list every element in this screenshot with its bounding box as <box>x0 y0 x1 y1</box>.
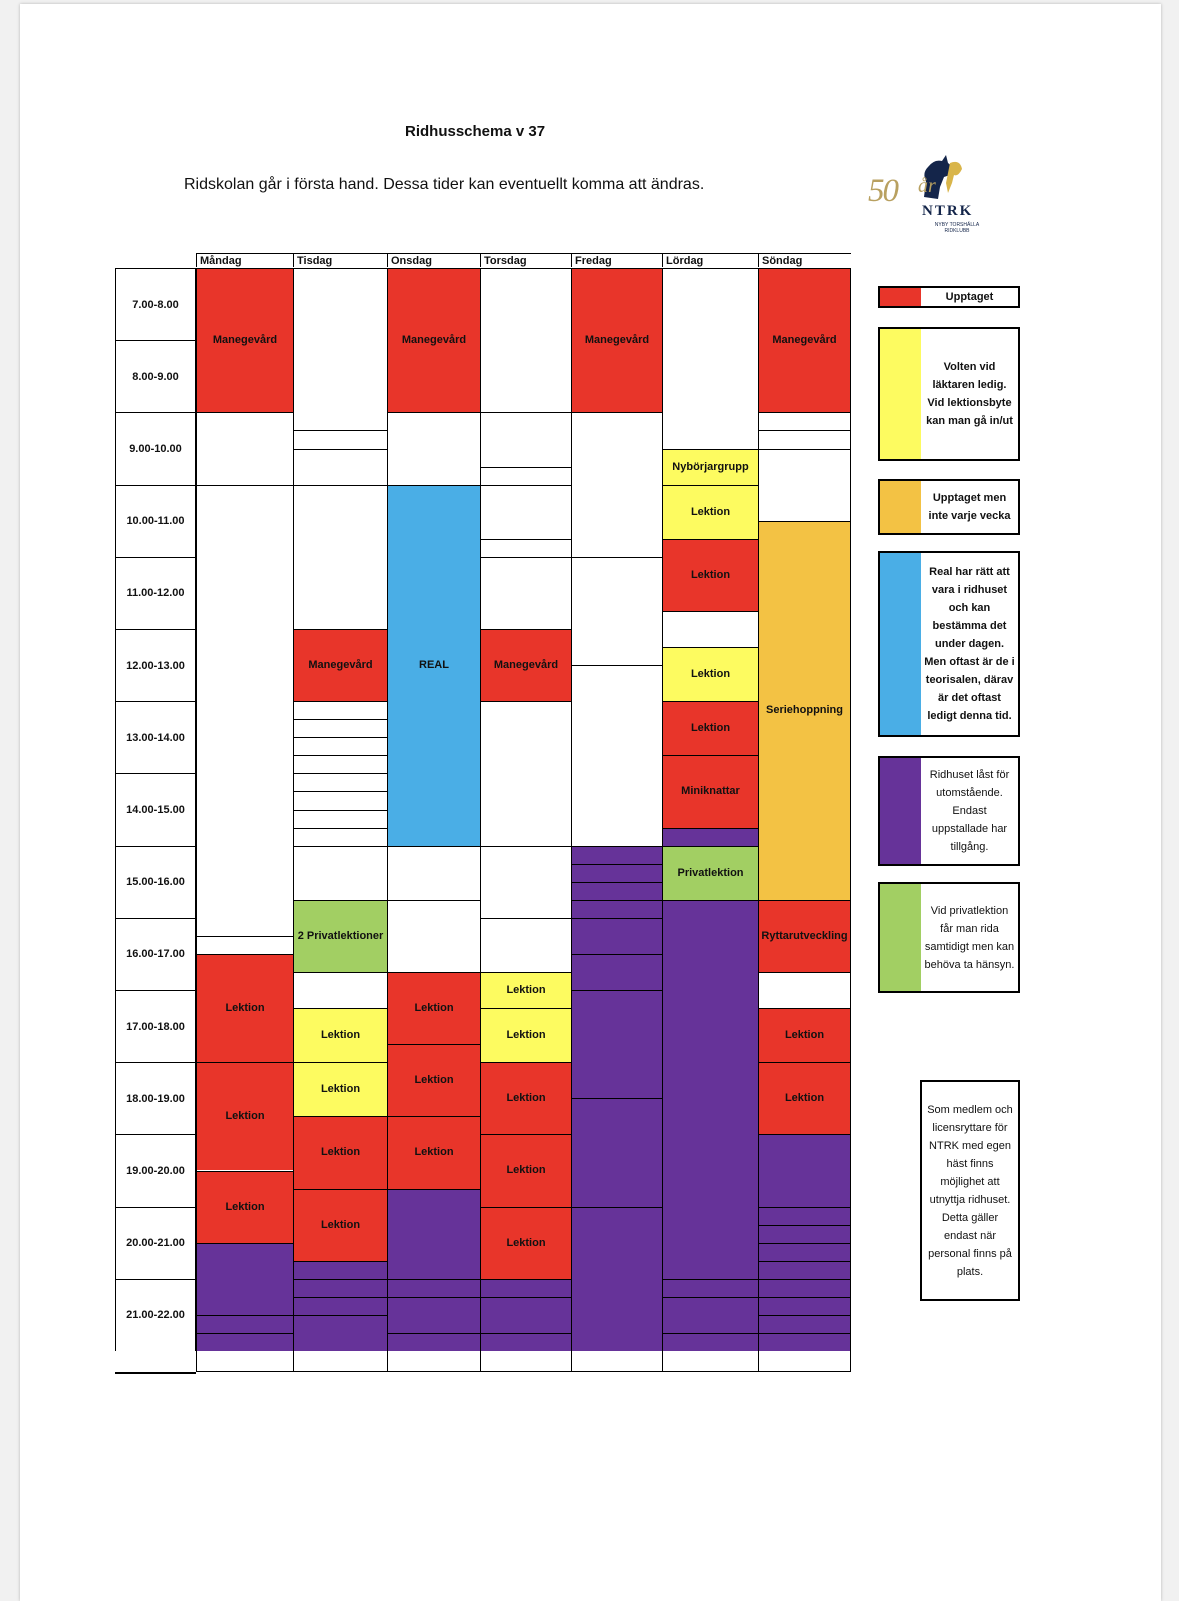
schedule-block <box>759 521 850 900</box>
day-header: Fredag <box>571 253 662 267</box>
schedule-slot <box>197 936 293 954</box>
schedule-slot <box>572 882 662 900</box>
schedule-block <box>388 268 480 412</box>
day-column <box>293 268 387 1372</box>
schedule-block <box>663 539 758 611</box>
schedule-block-label: Lektion <box>690 505 731 518</box>
logo-suffix: år <box>918 175 936 197</box>
legend-swatch <box>880 758 921 864</box>
time-slot-label: 19.00-20.00 <box>115 1134 196 1206</box>
day-header: Tisdag <box>293 253 387 267</box>
schedule-slot <box>759 449 850 521</box>
schedule-block-label: Lektion <box>414 1146 454 1159</box>
schedule-block <box>663 647 758 701</box>
schedule-slot <box>481 539 571 557</box>
schedule-block-label: Lektion <box>320 1083 361 1096</box>
day-column <box>387 268 480 1372</box>
schedule-slot <box>197 412 293 484</box>
schedule-block <box>759 1008 850 1062</box>
schedule-block <box>388 972 480 1044</box>
schedule-slot <box>759 972 850 1008</box>
time-slot-label: 8.00-9.00 <box>115 340 196 412</box>
schedule-slot <box>388 1297 480 1333</box>
legend-text: Volten vid läktaren ledig. Vid lektionsbyte kan man gå in/ut <box>926 361 1013 427</box>
time-slot-label: 11.00-12.00 <box>115 557 196 629</box>
schedule-block-label: Manegevård <box>212 334 278 347</box>
schedule-slot <box>294 972 387 1008</box>
day-header: Måndag <box>196 253 293 267</box>
schedule-slot <box>294 828 387 846</box>
schedule-block <box>388 1116 480 1188</box>
schedule-slot <box>481 557 571 629</box>
schedule-block-label: Lektion <box>225 1110 265 1123</box>
schedule-slot <box>572 665 662 846</box>
schedule-block-label: Lektion <box>506 1164 546 1177</box>
schedule-slot <box>481 1279 571 1297</box>
time-slot-label: 21.00-22.00 <box>115 1279 196 1351</box>
document-subtitle: Ridskolan går i första hand. Dessa tider kan eventuellt komma att ändras. <box>184 176 705 193</box>
schedule-slot <box>663 611 758 647</box>
time-column-bottom-border <box>115 1372 196 1374</box>
schedule-slot <box>572 412 662 556</box>
schedule-slot <box>572 900 662 918</box>
schedule-slot <box>759 1225 850 1243</box>
schedule-slot <box>294 755 387 773</box>
schedule-slot <box>294 1297 387 1315</box>
schedule-slot <box>481 485 571 539</box>
schedule-block-label: Manegevård <box>493 659 559 672</box>
schedule-block-label: Lektion <box>690 668 731 681</box>
schedule-block-label: Privatlektion <box>677 866 744 879</box>
schedule-block <box>294 1062 387 1116</box>
schedule-slot <box>572 918 662 954</box>
schedule-block-label: Miniknattar <box>681 785 740 798</box>
schedule-block-label: Lektion <box>225 1200 265 1213</box>
schedule-block-label: Lektion <box>414 1002 454 1015</box>
schedule-block <box>197 954 293 1062</box>
time-slot-label: 20.00-21.00 <box>115 1207 196 1279</box>
schedule-block <box>481 1008 571 1062</box>
schedule-slot <box>759 430 850 448</box>
schedule-slot <box>294 430 387 448</box>
day-header: Söndag <box>758 253 851 267</box>
schedule-slot <box>572 1098 662 1206</box>
schedule-block <box>663 755 758 827</box>
schedule-block <box>759 268 850 412</box>
schedule-slot <box>663 1279 758 1297</box>
schedule-slot <box>759 412 850 430</box>
schedule-slot <box>663 268 758 449</box>
schedule-block <box>663 701 758 755</box>
schedule-slot <box>294 719 387 737</box>
schedule-slot <box>294 846 387 900</box>
schedule-slot <box>481 412 571 466</box>
schedule-block-label: Manegevård <box>308 659 373 672</box>
legend-item <box>878 756 1020 866</box>
day-column <box>571 268 662 1372</box>
time-slot-label: 7.00-8.00 <box>115 268 196 340</box>
day-column <box>662 268 758 1372</box>
schedule-block-label: Ryttarutveckling <box>761 929 848 942</box>
schedule-block-label: Lektion <box>414 1074 454 1087</box>
time-slot-label: 12.00-13.00 <box>115 629 196 701</box>
schedule-block-label: Manegevård <box>584 334 650 347</box>
schedule-slot <box>388 846 480 900</box>
document-title: Ridhusschema v 37 <box>405 123 546 140</box>
schedule-slot <box>663 828 758 846</box>
schedule-block <box>197 1171 293 1243</box>
schedule-slot <box>759 1207 850 1225</box>
schedule-block-label: Lektion <box>320 1146 361 1159</box>
schedule-slot <box>388 1189 480 1279</box>
schedule-block-label: Lektion <box>506 1092 546 1105</box>
day-column <box>196 268 293 1372</box>
time-slot-label: 17.00-18.00 <box>115 990 196 1062</box>
schedule-slot <box>759 1297 850 1315</box>
time-slot-label: 18.00-19.00 <box>115 1062 196 1134</box>
schedule-slot <box>759 1333 850 1351</box>
schedule-block-label: Lektion <box>506 983 546 996</box>
schedule-slot <box>481 846 571 918</box>
schedule-slot <box>572 1207 662 1351</box>
schedule-slot <box>197 1333 293 1351</box>
day-column <box>480 268 571 1372</box>
schedule-slot <box>759 1261 850 1279</box>
logo-number: 50 <box>868 173 897 209</box>
schedule-block <box>759 1062 850 1134</box>
logo-name: NTRK <box>922 203 974 219</box>
schedule-block <box>663 449 758 485</box>
schedule-slot <box>388 412 480 484</box>
schedule-slot <box>663 1297 758 1333</box>
schedule-block <box>294 900 387 972</box>
schedule-slot <box>572 954 662 990</box>
schedule-slot <box>572 990 662 1098</box>
schedule-block <box>294 1116 387 1188</box>
schedule-slot <box>572 557 662 665</box>
schedule-block-label: Lektion <box>784 1029 825 1042</box>
schedule-slot <box>663 900 758 1279</box>
schedule-slot <box>294 485 387 629</box>
schedule-slot <box>197 1243 293 1315</box>
legend-swatch <box>880 884 921 991</box>
legend-item <box>878 286 1020 308</box>
time-slot-label: 16.00-17.00 <box>115 918 196 990</box>
schedule-block <box>481 972 571 1008</box>
legend-item <box>878 327 1020 461</box>
schedule-slot <box>388 1333 480 1351</box>
member-note: Som medlem och licensryttare för NTRK med egen häst finns möjlighet att utnyttja ridhuset. Detta gäller endast när personal finns på plats. <box>920 1080 1020 1301</box>
schedule-slot <box>759 1315 850 1333</box>
schedule-block <box>759 900 850 972</box>
schedule-block-label: Seriehoppning <box>766 704 843 717</box>
schedule-slot <box>481 701 571 845</box>
schedule-slot <box>294 1315 387 1351</box>
schedule-block-label: Lektion <box>690 568 731 581</box>
schedule-block-label: Lektion <box>784 1092 825 1105</box>
legend-text: Vid privatlektion får man rida samtidigt men kan behöva ta hänsyn. <box>924 904 1015 971</box>
schedule-block <box>481 1134 571 1206</box>
schedule-slot <box>388 900 480 972</box>
schedule-slot <box>294 773 387 791</box>
schedule-slot <box>481 1297 571 1333</box>
schedule-block-label: Lektion <box>506 1236 546 1249</box>
schedule-slot <box>294 1261 387 1279</box>
legend-item <box>878 551 1020 737</box>
schedule-slot <box>481 268 571 412</box>
schedule-block <box>294 629 387 701</box>
schedule-block <box>572 268 662 412</box>
schedule-slot <box>294 1279 387 1297</box>
schedule-block-label: REAL <box>419 659 449 672</box>
schedule-slot <box>294 737 387 755</box>
schedule-slot <box>294 449 387 485</box>
schedule-block-label: Lektion <box>690 722 731 735</box>
day-header: Torsdag <box>480 253 571 267</box>
schedule-slot <box>759 1279 850 1297</box>
schedule-slot <box>388 1279 480 1297</box>
schedule-slot <box>481 467 571 485</box>
time-slot-label: 13.00-14.00 <box>115 701 196 773</box>
schedule-block <box>197 268 293 412</box>
schedule-block <box>294 1189 387 1261</box>
schedule-slot <box>294 701 387 719</box>
schedule-slot <box>481 918 571 972</box>
schedule-block <box>663 846 758 900</box>
schedule-block <box>388 485 480 846</box>
legend-swatch <box>880 553 921 735</box>
schedule-slot <box>759 1134 850 1206</box>
legend-item <box>878 882 1020 993</box>
legend-swatch <box>880 329 921 459</box>
time-slot-label: 15.00-16.00 <box>115 846 196 918</box>
schedule-block-label: 2 Privatlektioner <box>297 929 384 942</box>
schedule-block <box>294 1008 387 1062</box>
schedule-slot <box>294 791 387 809</box>
legend-swatch <box>880 288 921 306</box>
schedule-block <box>197 1062 293 1170</box>
logo-club-name: NYBY TORSHÄLLA RIDKLUBB <box>934 222 980 234</box>
legend-text: Real har rätt att vara i ridhuset och kan bestämma det under dagen. Men oftast är de i teorisalen, därav är det oftast ledigt denna tid. <box>924 566 1015 722</box>
legend-text: Upptaget <box>945 291 994 303</box>
schedule-block <box>388 1044 480 1116</box>
schedule-slot <box>759 1243 850 1261</box>
time-slot-label: 9.00-10.00 <box>115 412 196 484</box>
legend-item <box>878 479 1020 535</box>
legend-swatch <box>880 481 921 533</box>
legend-text: Upptaget men inte varje vecka <box>928 492 1011 522</box>
schedule-block <box>481 629 571 701</box>
schedule-slot <box>197 485 293 936</box>
schedule-slot <box>294 810 387 828</box>
time-slot-label: 14.00-15.00 <box>115 773 196 845</box>
day-column <box>758 268 851 1372</box>
schedule-block-label: Lektion <box>320 1029 361 1042</box>
schedule-block-label: Lektion <box>320 1218 361 1231</box>
day-header: Lördag <box>662 253 758 267</box>
schedule-block-label: Lektion <box>225 1002 265 1015</box>
schedule-slot <box>481 1333 571 1351</box>
schedule-block-label: Manegevård <box>772 334 837 347</box>
schedule-slot <box>663 1333 758 1351</box>
time-slot-label: 10.00-11.00 <box>115 485 196 557</box>
schedule-slot <box>572 864 662 882</box>
legend-text: Ridhuset låst för utomstående. Endast uppstallade har tillgång. <box>929 769 1010 853</box>
schedule-block-label: Manegevård <box>401 334 467 347</box>
schedule-block <box>481 1207 571 1279</box>
schedule-block-label: Nybörjargrupp <box>672 460 749 473</box>
schedule-block <box>663 485 758 539</box>
schedule-block <box>481 1062 571 1134</box>
schedule-slot <box>197 1315 293 1333</box>
schedule-slot <box>294 268 387 430</box>
day-header: Onsdag <box>387 253 480 267</box>
schedule-block-label: Lektion <box>506 1029 546 1042</box>
schedule-slot <box>572 846 662 864</box>
